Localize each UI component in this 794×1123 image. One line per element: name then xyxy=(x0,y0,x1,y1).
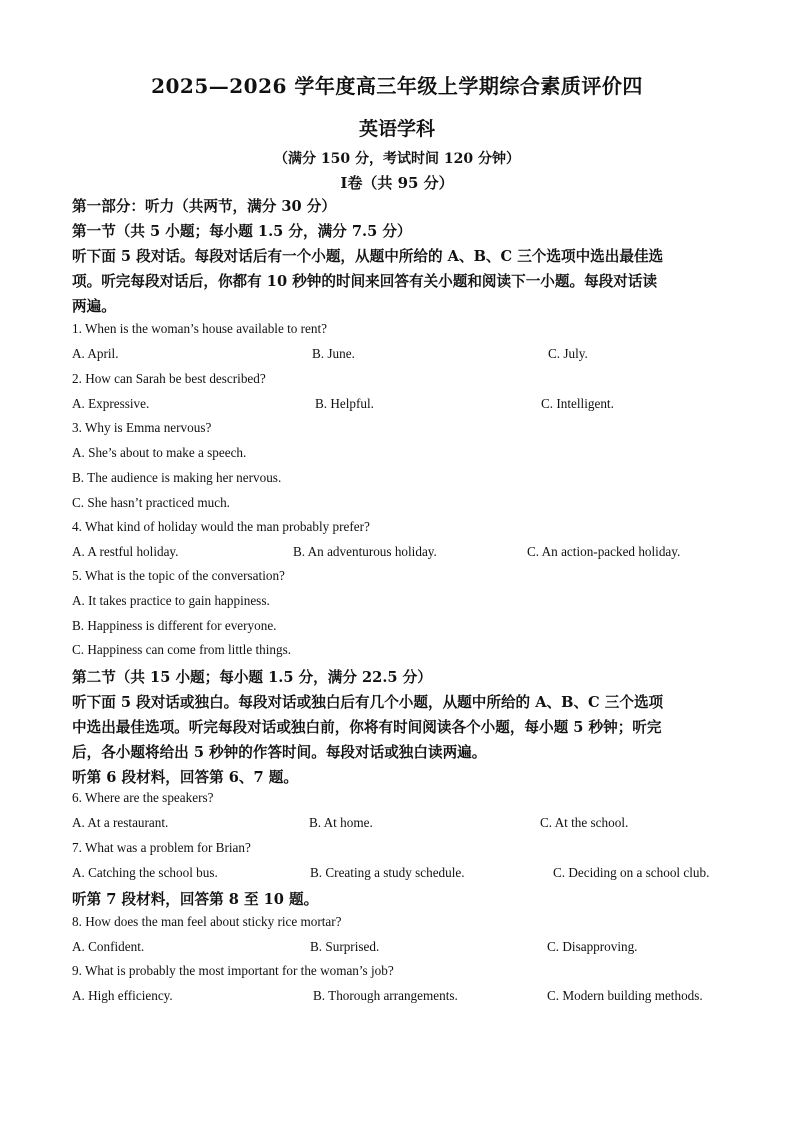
option-c: C. Modern building methods. xyxy=(547,988,703,1003)
option-c: C. An action-packed holiday. xyxy=(527,544,681,559)
question-stem: 3. Why is Emma nervous? xyxy=(72,420,212,435)
section1-heading: 第一节（共 5 小题；每小题 1.5 分，满分 7.5 分） xyxy=(72,223,412,240)
subject-title: 英语学科 xyxy=(358,118,435,140)
option-c: C. July. xyxy=(548,346,588,361)
option-c: C. Disapproving. xyxy=(547,939,638,954)
option-b: B. At home. xyxy=(309,815,373,830)
material-6-heading: 听第 6 段材料，回答第 6、7 题。 xyxy=(72,769,298,786)
option-b: B. The audience is making her nervous. xyxy=(72,470,282,485)
option-c: C. Deciding on a school club. xyxy=(553,865,710,880)
question-stem: 5. What is the topic of the conversation? xyxy=(72,568,285,583)
option-a: A. At a restaurant. xyxy=(72,815,169,830)
part1-heading: 第一部分：听力（共两节，满分 30 分） xyxy=(72,198,336,215)
section1-instruction-line: 两遍。 xyxy=(72,298,116,315)
option-c: C. Happiness can come from little things. xyxy=(72,642,292,657)
option-b: B. Surprised. xyxy=(310,939,380,954)
question-stem: 1. When is the woman’s house available to rent? xyxy=(72,321,328,336)
question-stem: 4. What kind of holiday would the man probably prefer? xyxy=(72,519,370,534)
option-a: A. April. xyxy=(72,346,119,361)
option-a: A. She’s about to make a speech. xyxy=(72,445,247,460)
question-stem: 6. Where are the speakers? xyxy=(72,790,214,805)
option-a: A. High efficiency. xyxy=(72,988,173,1003)
exam-title: 2025—2026 学年度高三年级上学期综合素质评价四 xyxy=(151,74,643,98)
section2-instruction-line: 中选出最佳选项。听完每段对话或独白前，你将有时间阅读各个小题，每小题 5 秒钟；听完 xyxy=(72,719,662,736)
question-stem: 8. How does the man feel about sticky rice mortar? xyxy=(72,914,342,929)
option-a: A. A restful holiday. xyxy=(72,544,179,559)
score-info: （满分 150 分，考试时间 120 分钟） xyxy=(274,151,520,167)
material-7-heading: 听第 7 段材料，回答第 8 至 10 题。 xyxy=(72,891,319,908)
option-c: C. At the school. xyxy=(540,815,629,830)
section1-instruction-line: 听下面 5 段对话。每段对话后有一个小题，从题中所给的 A、B、C 三个选项中选出最佳选 xyxy=(72,248,664,265)
option-c: C. She hasn’t practiced much. xyxy=(72,495,230,510)
volume-label: Ⅰ卷（共 95 分） xyxy=(340,174,454,192)
question-stem: 9. What is probably the most important for the woman’s job? xyxy=(72,963,394,978)
option-a: A. Expressive. xyxy=(72,396,150,411)
option-b: B. Helpful. xyxy=(315,396,374,411)
option-a: A. Confident. xyxy=(72,939,145,954)
option-b: B. Thorough arrangements. xyxy=(313,988,458,1003)
option-b: B. Creating a study schedule. xyxy=(310,865,465,880)
option-b: B. An adventurous holiday. xyxy=(293,544,437,559)
option-a: A. It takes practice to gain happiness. xyxy=(72,593,270,608)
option-b: B. Happiness is different for everyone. xyxy=(72,618,277,633)
section2-heading: 第二节（共 15 小题；每小题 1.5 分，满分 22.5 分） xyxy=(72,669,432,686)
section2-instruction-line: 后，各小题将给出 5 秒钟的作答时间。每段对话或独白读两遍。 xyxy=(72,744,487,761)
option-c: C. Intelligent. xyxy=(541,396,614,411)
question-stem: 2. How can Sarah be best described? xyxy=(72,371,266,386)
option-a: A. Catching the school bus. xyxy=(72,865,218,880)
question-stem: 7. What was a problem for Brian? xyxy=(72,840,251,855)
section1-instruction-line: 项。听完每段对话后，你都有 10 秒钟的时间来回答有关小题和阅读下一小题。每段对话读 xyxy=(72,273,658,290)
section2-instruction-line: 听下面 5 段对话或独白。每段对话或独白后有几个小题，从题中所给的 A、B、C 三个选项 xyxy=(72,694,664,711)
option-b: B. June. xyxy=(312,346,355,361)
